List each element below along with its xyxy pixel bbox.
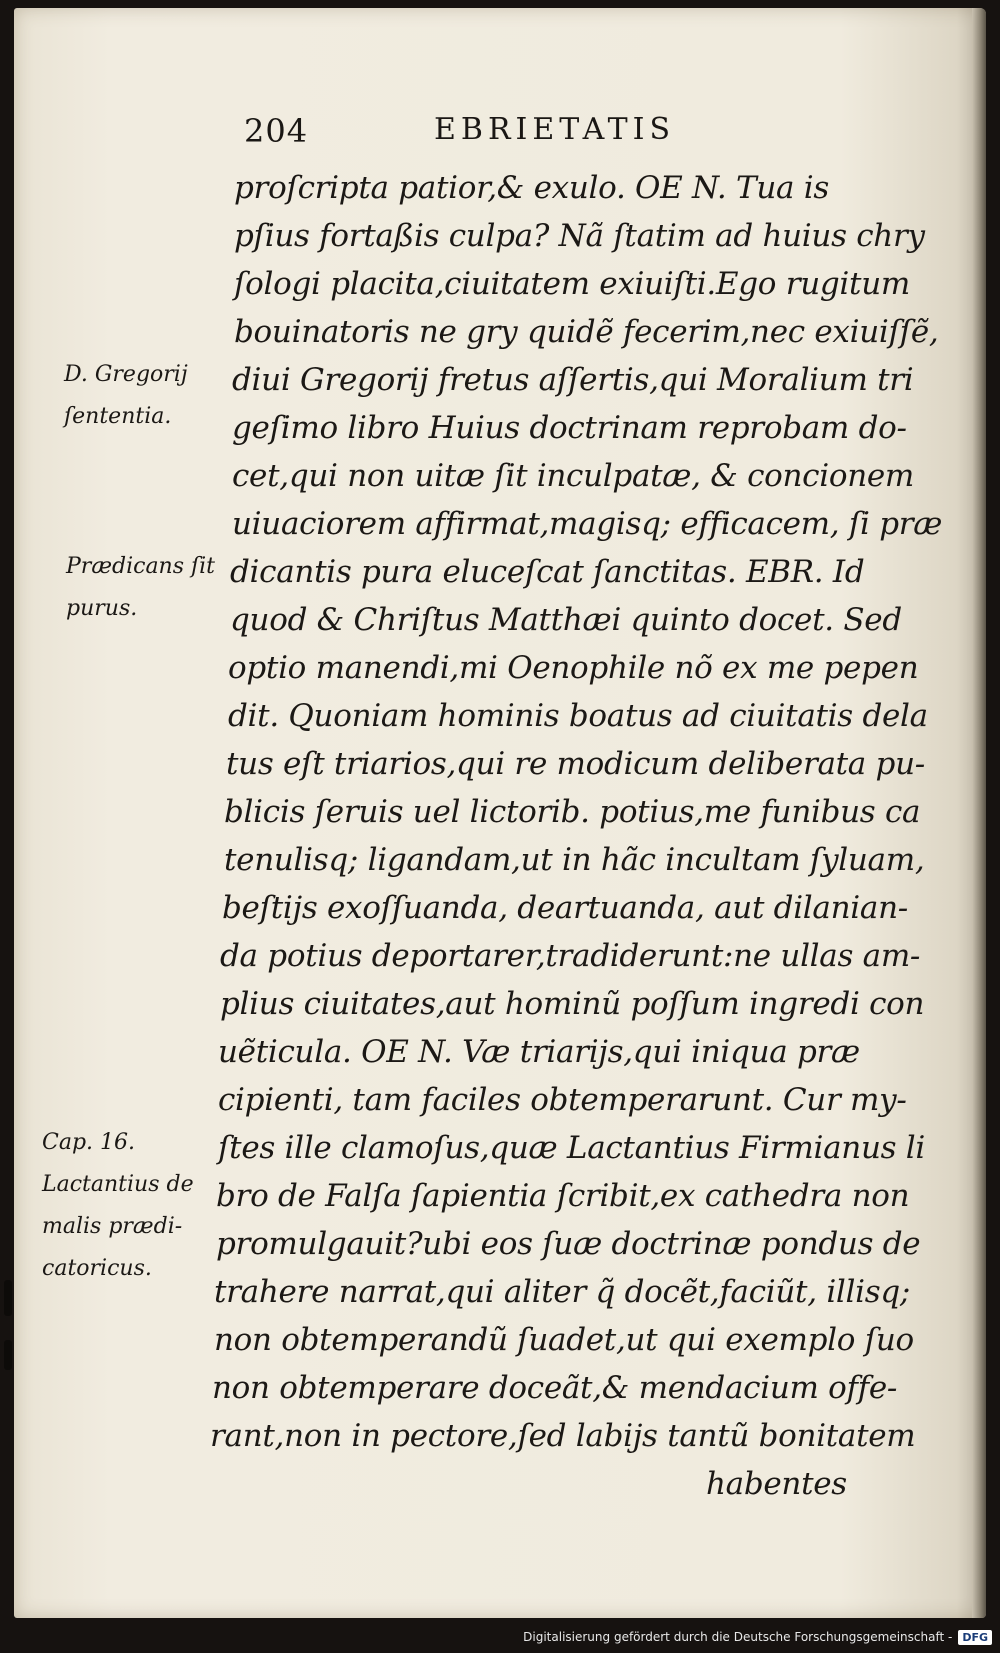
text-line: ſtes ille clamoſus,quæ Lactantius Firmianus li bbox=[218, 1130, 925, 1166]
text-line: uẽticula. OE N. Væ triarijs,qui iniqua præ bbox=[218, 1034, 860, 1070]
page-header bbox=[244, 108, 714, 156]
margin-note bbox=[66, 546, 215, 630]
text-line: plius ciuitates,aut hominũ poſſum ingredi con bbox=[220, 986, 925, 1022]
text-line: quod & Chriſtus Matthæi quinto docet. Sed bbox=[230, 602, 902, 638]
text-line: dicantis pura eluceſcat ſanctitas. EBR. Id bbox=[230, 554, 865, 590]
text-line: cipienti, tam faciles obtemperarunt. Cur my- bbox=[218, 1082, 907, 1118]
text-line: habentes bbox=[706, 1466, 847, 1502]
margin-note-line: Cap. 16. bbox=[42, 1130, 136, 1155]
text-line: cet,qui non uitæ ſit inculpatæ, & concionem bbox=[232, 458, 915, 494]
text-line: pſius fortaßis culpa? Nã ſtatim ad huius chry bbox=[234, 218, 925, 254]
text-line: diui Gregorij fretus aſſertis,qui Moralium tri bbox=[232, 362, 914, 398]
book-page bbox=[14, 8, 986, 1618]
binding-shadow bbox=[4, 1340, 12, 1370]
footer-credit-text: Digitalisierung gefördert durch die Deutsche Forschungsgemeinschaft - bbox=[523, 1630, 953, 1644]
margin-note-line: purus. bbox=[66, 596, 138, 621]
text-line: proſcripta patior,& exulo. OE N. Tua is bbox=[234, 170, 829, 206]
margin-note-line: malis prædi- bbox=[42, 1214, 183, 1239]
text-line: geſimo libro Huius doctrinam reprobam do- bbox=[232, 410, 907, 446]
margin-note bbox=[42, 1122, 194, 1290]
dfg-logo: DFG bbox=[958, 1630, 992, 1645]
binding-shadow bbox=[4, 1280, 12, 1316]
text-line: tus eſt triarios,qui re modicum deliberata pu- bbox=[226, 746, 925, 782]
text-line: uiuaciorem affirmat,magisq; efficacem, ſi præ bbox=[232, 506, 943, 542]
text-line: non obtemperare doceãt,& mendacium offe- bbox=[212, 1370, 898, 1406]
text-line: optio manendi,mi Oenophile nõ ex me pepen bbox=[228, 650, 919, 686]
text-line: beſtijs exoſſuanda, deartuanda, aut dilanian- bbox=[222, 890, 908, 926]
text-line: rant,non in pectore,ſed labijs tantũ bonitatem bbox=[210, 1418, 916, 1454]
text-line: bouinatoris ne gry quidẽ fecerim,nec exiuiſſẽ, bbox=[234, 314, 939, 350]
running-title: EBRIETATIS bbox=[434, 112, 676, 147]
text-line: promulgauit?ubi eos ſuæ doctrinæ pondus de bbox=[216, 1226, 921, 1262]
text-line: blicis ſeruis uel lictorib. potius,me funibus ca bbox=[224, 794, 921, 830]
text-line: ſologi placita,ciuitatem exiuiſti.Ego rugitum bbox=[234, 266, 910, 302]
text-line: tenulisq; ligandam,ut in hãc incultam ſyluam, bbox=[224, 842, 925, 878]
margin-note-line: Lactantius de bbox=[42, 1172, 194, 1197]
text-line: trahere narrat,qui aliter q̃ docẽt,faciũt, illisq; bbox=[214, 1274, 911, 1310]
margin-note-line: ſententia. bbox=[64, 404, 172, 429]
text-line: dit. Quoniam hominis boatus ad ciuitatis dela bbox=[228, 698, 928, 734]
text-line: non obtemperandũ ſuadet,ut qui exemplo ſuo bbox=[214, 1322, 914, 1358]
footer-credit bbox=[523, 1627, 992, 1647]
text-line: bro de Falſa ſapientia ſcribit,ex cathedra non bbox=[216, 1178, 910, 1214]
margin-note-line: catoricus. bbox=[42, 1256, 152, 1281]
page-number: 204 bbox=[244, 112, 309, 150]
page-edge bbox=[972, 8, 986, 1618]
text-line: da potius deportarer,tradiderunt:ne ullas am- bbox=[220, 938, 921, 974]
margin-note-line: Prædicans ſit bbox=[66, 554, 216, 579]
margin-note-line: D. Gregorij bbox=[64, 362, 188, 387]
margin-note bbox=[64, 354, 188, 438]
